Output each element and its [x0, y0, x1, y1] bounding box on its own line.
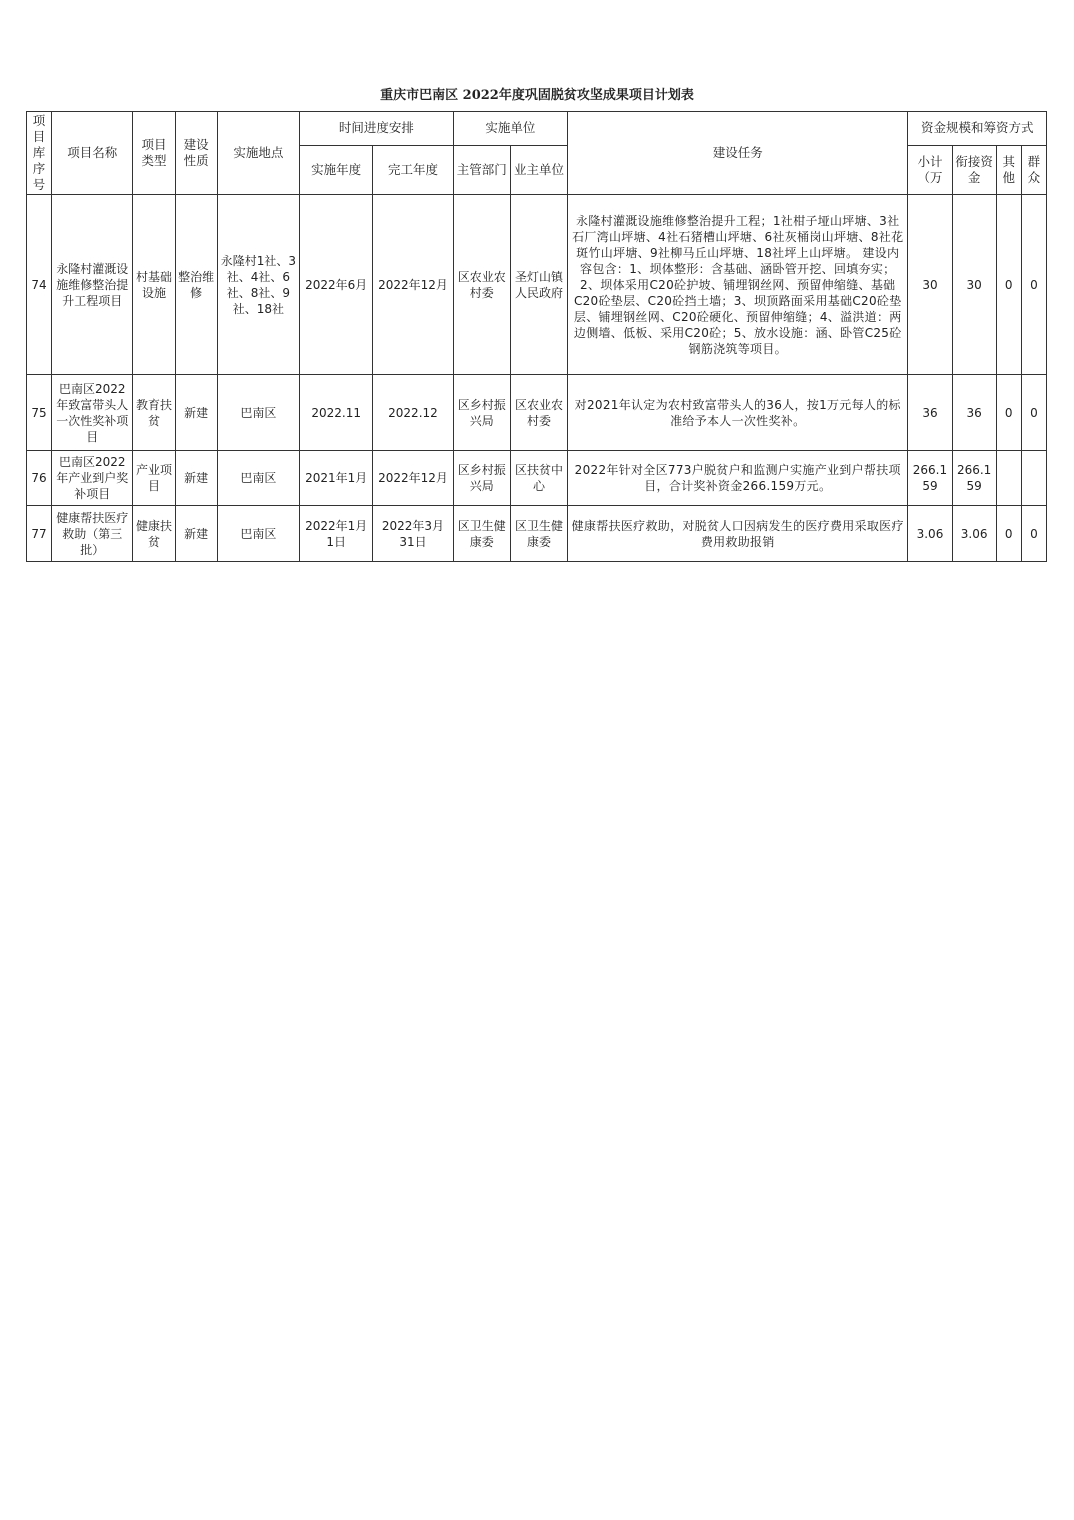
row-public: 0 — [1021, 375, 1046, 451]
header-funds: 资金规模和筹资方式 — [908, 112, 1047, 146]
header-type: 项目类型 — [133, 112, 175, 195]
row-location: 永隆村1社、3社、4社、6社、8社、9社、18社 — [217, 195, 299, 375]
header-subtotal: 小计（万 — [908, 145, 952, 194]
row-task: 对2021年认定为农村致富带头人的36人，按1万元每人的标准给予本人一次性奖补。 — [568, 375, 908, 451]
row-task: 永隆村灌溉设施维修整治提升工程；1社柑子垭山坪塘、3社石厂湾山坪塘、4社石猪槽山坪塘、6社灰桶岗山坪塘、8社花斑竹山坪塘、9社柳马丘山坪塘、18社坪上山坪塘。 建设内容包含：1、坝体整形：含基础、涵卧管开挖、回填夯实；2、坝体采用C20砼护坡、铺埋钢丝网、预留伸缩缝、基础C20砼垫层、C20砼挡土墙；3、坝顶路面采用基础C20砼垫层、铺埋钢丝网、C20砼硬化、预留伸缩缝；4、溢洪道：两边侧墙、低板、采用C20砼；5、放水设施：涵、卧管C25砼钢筋浇筑等项目。 — [568, 195, 908, 375]
table-row — [27, 451, 1047, 506]
row-type: 健康扶贫 — [133, 506, 175, 562]
row-name: 健康帮扶医疗救助（第三批） — [52, 506, 133, 562]
row-other: 0 — [996, 195, 1021, 375]
row-nature: 新建 — [175, 451, 217, 506]
row-subtotal: 3.06 — [908, 506, 952, 562]
header-supervisor: 主管部门 — [453, 145, 510, 194]
row-supervisor: 区乡村振兴局 — [453, 451, 510, 506]
row-task: 健康帮扶医疗救助，对脱贫人口因病发生的医疗费用采取医疗费用救助报销 — [568, 506, 908, 562]
row-nature: 整治维修 — [175, 195, 217, 375]
header-end: 完工年度 — [373, 145, 453, 194]
row-type: 村基础设施 — [133, 195, 175, 375]
row-owner: 区卫生健康委 — [510, 506, 567, 562]
row-linked: 3.06 — [952, 506, 996, 562]
row-type: 教育扶贫 — [133, 375, 175, 451]
project-plan-table — [26, 111, 1047, 562]
row-other — [996, 451, 1021, 506]
row-name: 巴南区2022年致富带头人一次性奖补项目 — [52, 375, 133, 451]
header-start: 实施年度 — [300, 145, 373, 194]
row-owner: 区扶贫中心 — [510, 451, 567, 506]
row-start: 2022年6月 — [300, 195, 373, 375]
row-supervisor: 区乡村振兴局 — [453, 375, 510, 451]
row-location: 巴南区 — [217, 451, 299, 506]
row-name: 永隆村灌溉设施维修整治提升工程项目 — [52, 195, 133, 375]
row-no: 75 — [27, 375, 52, 451]
row-subtotal: 36 — [908, 375, 952, 451]
row-name: 巴南区2022年产业到户奖补项目 — [52, 451, 133, 506]
row-supervisor: 区卫生健康委 — [453, 506, 510, 562]
row-subtotal: 266.159 — [908, 451, 952, 506]
header-unit: 实施单位 — [453, 112, 567, 146]
row-nature: 新建 — [175, 375, 217, 451]
row-no: 74 — [27, 195, 52, 375]
table-row — [27, 195, 1047, 375]
header-task: 建设任务 — [568, 112, 908, 195]
header-public: 群众 — [1021, 145, 1046, 194]
row-task: 2022年针对全区773户脱贫户和监测户实施产业到户帮扶项目，合计奖补资金266.159万元。 — [568, 451, 908, 506]
row-linked: 30 — [952, 195, 996, 375]
header-no: 项目库序号 — [27, 112, 52, 195]
table-row — [27, 506, 1047, 562]
row-end: 2022年12月 — [373, 195, 453, 375]
row-public — [1021, 451, 1046, 506]
row-no: 77 — [27, 506, 52, 562]
row-end: 2022年3月31日 — [373, 506, 453, 562]
row-end: 2022年12月 — [373, 451, 453, 506]
row-location: 巴南区 — [217, 506, 299, 562]
page-title: 重庆市巴南区 2022年度巩固脱贫攻坚成果项目计划表 — [380, 88, 694, 103]
row-owner: 区农业农村委 — [510, 375, 567, 451]
row-location: 巴南区 — [217, 375, 299, 451]
header-schedule: 时间进度安排 — [300, 112, 454, 146]
row-public: 0 — [1021, 195, 1046, 375]
header-owner: 业主单位 — [510, 145, 567, 194]
row-end: 2022.12 — [373, 375, 453, 451]
row-public: 0 — [1021, 506, 1046, 562]
header-nature: 建设性质 — [175, 112, 217, 195]
row-subtotal: 30 — [908, 195, 952, 375]
row-start: 2022.11 — [300, 375, 373, 451]
header-name: 项目名称 — [52, 112, 133, 195]
row-linked: 36 — [952, 375, 996, 451]
row-supervisor: 区农业农村委 — [453, 195, 510, 375]
row-linked: 266.159 — [952, 451, 996, 506]
header-location: 实施地点 — [217, 112, 299, 195]
row-owner: 圣灯山镇人民政府 — [510, 195, 567, 375]
table-row — [27, 375, 1047, 451]
row-other: 0 — [996, 506, 1021, 562]
row-other: 0 — [996, 375, 1021, 451]
row-nature: 新建 — [175, 506, 217, 562]
row-type: 产业项目 — [133, 451, 175, 506]
row-no: 76 — [27, 451, 52, 506]
row-start: 2021年1月 — [300, 451, 373, 506]
row-start: 2022年1月1日 — [300, 506, 373, 562]
header-other: 其他 — [996, 145, 1021, 194]
header-linked: 衔接资金 — [952, 145, 996, 194]
